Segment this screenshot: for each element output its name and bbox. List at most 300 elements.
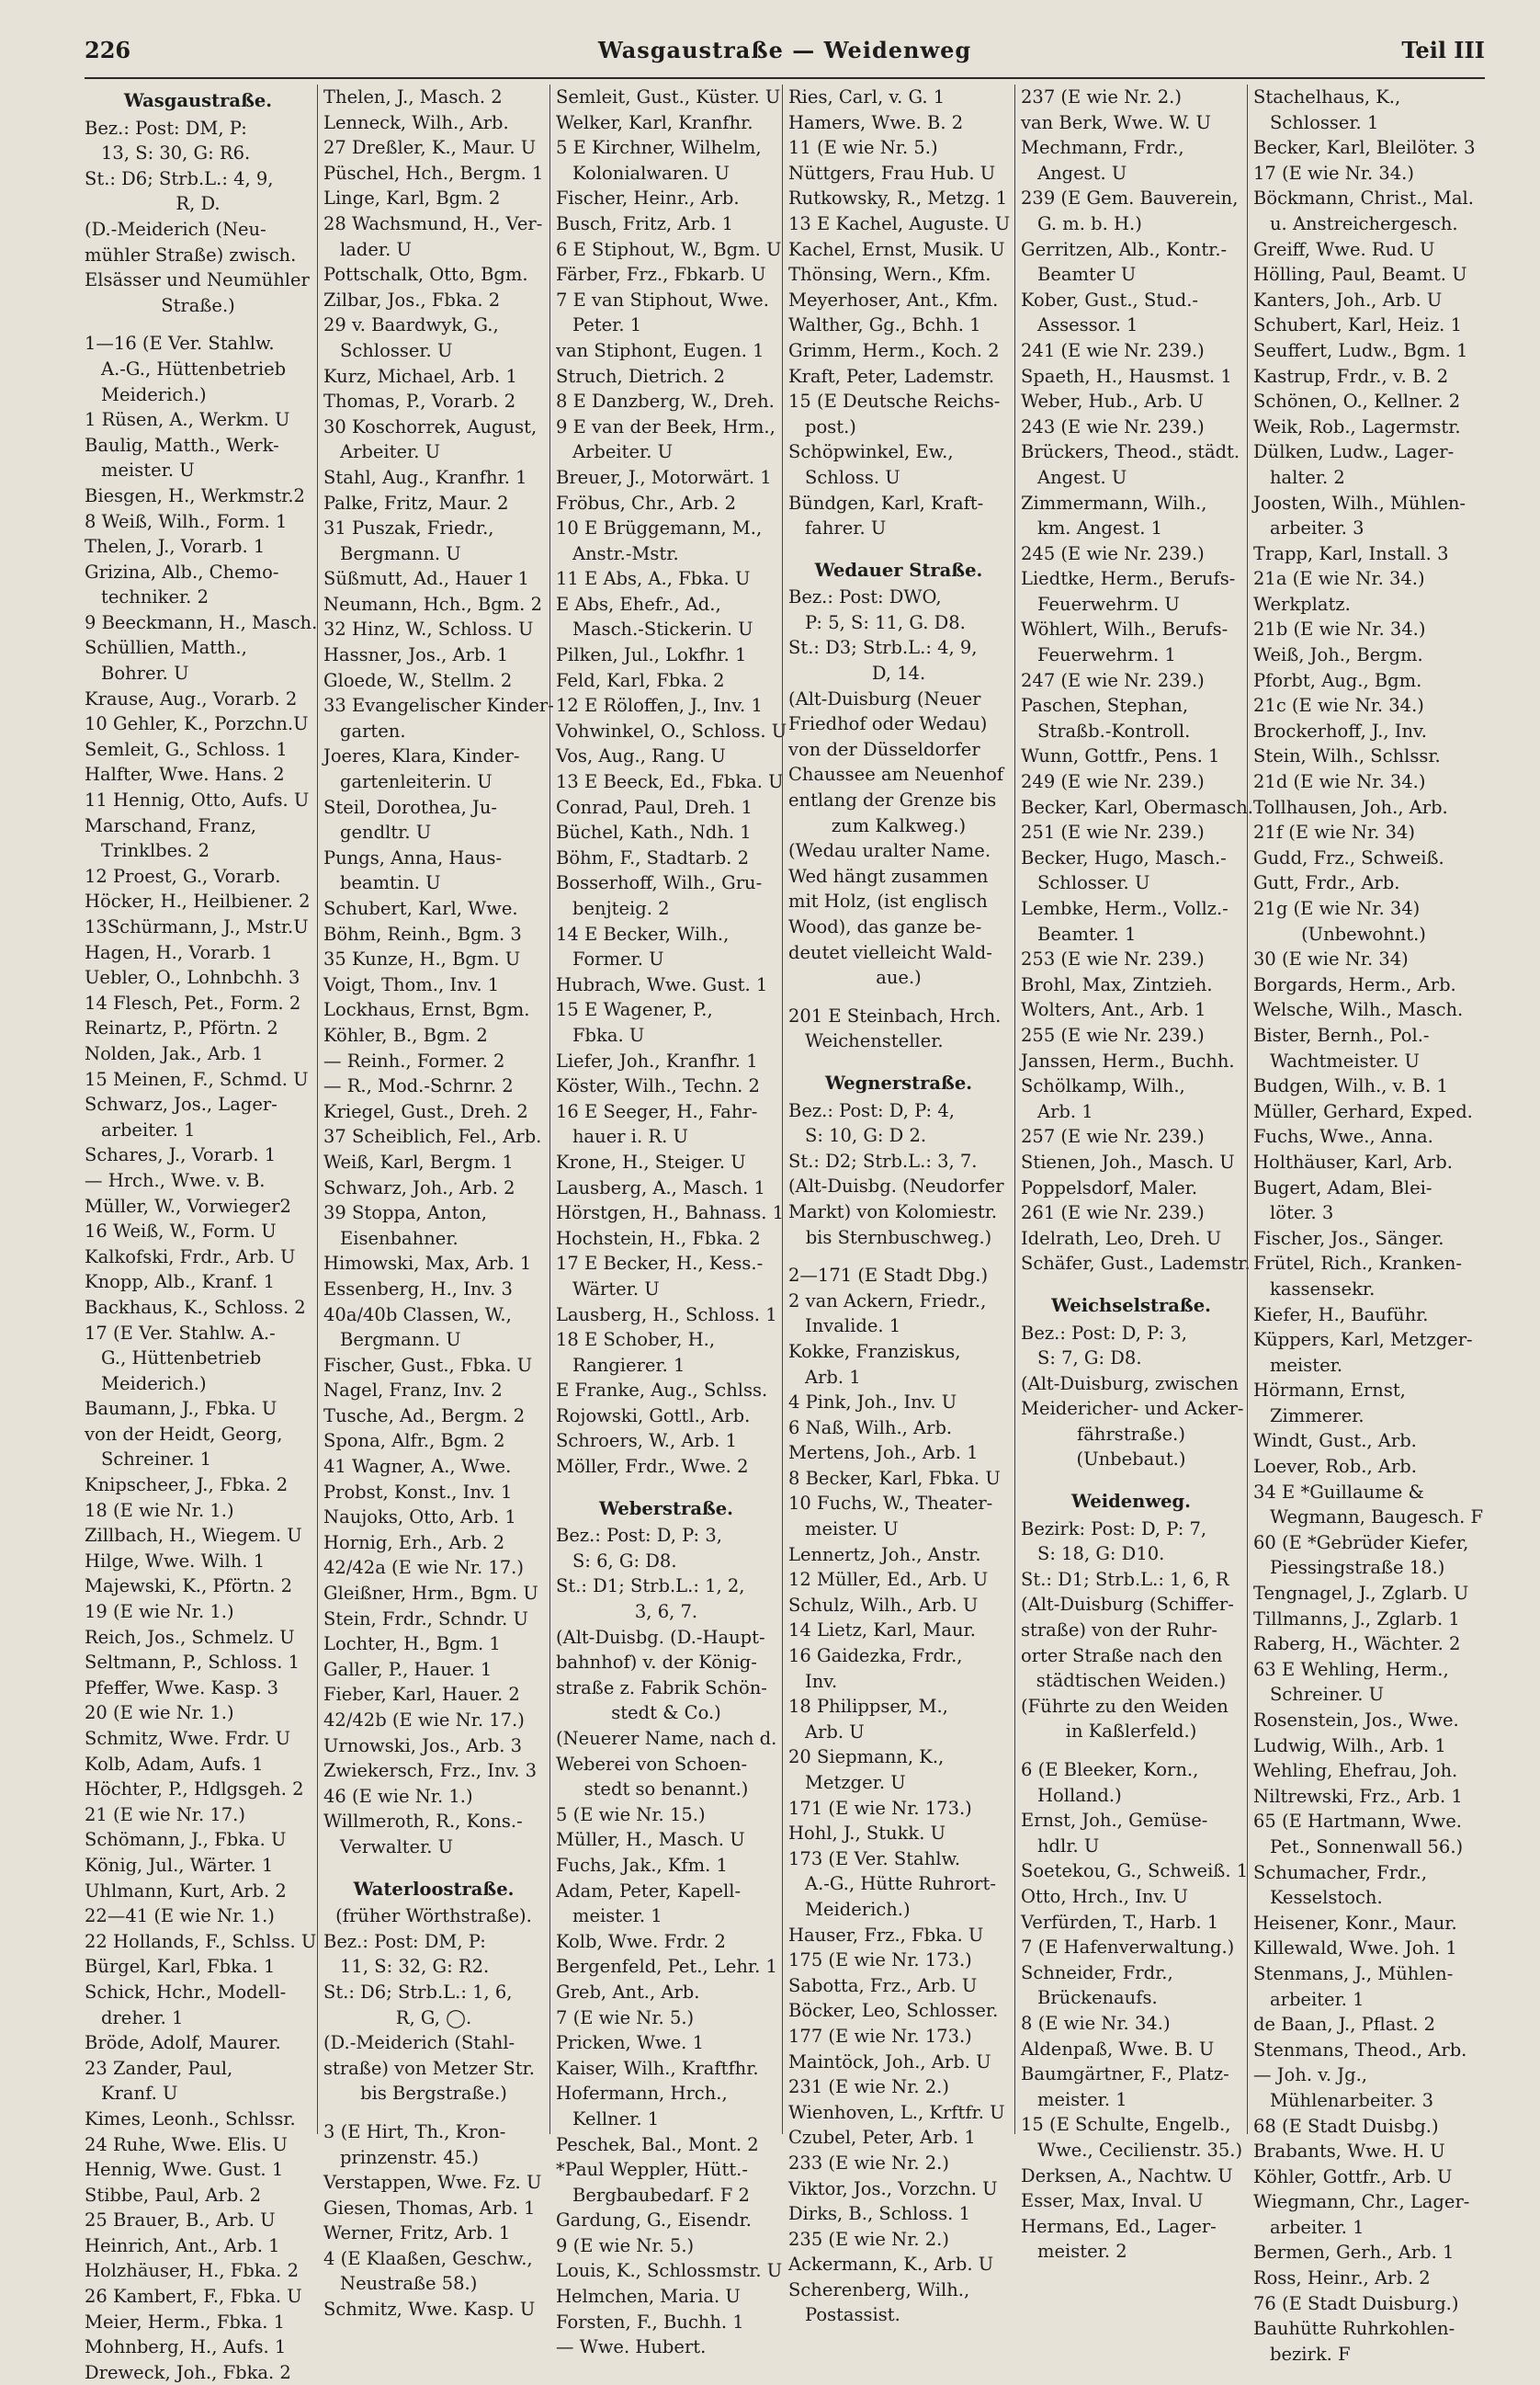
- directory-entry: benjteig. 2: [572, 898, 670, 919]
- directory-entry: Hennig, Wwe. Gust. 1: [85, 2159, 284, 2181]
- directory-entry: Schreiner. U: [1270, 1684, 1385, 1706]
- directory-entry: Schubert, Karl, Heiz. 1: [1253, 314, 1462, 336]
- centered-note: 3, 6, 7.: [634, 1601, 698, 1623]
- directory-entry: von der Heidt, Georg,: [85, 1423, 283, 1445]
- directory-entry: Brohl, Max, Zintzieh.: [1021, 973, 1213, 995]
- directory-entry: (Neuerer Name, nach d.: [556, 1728, 777, 1749]
- directory-entry: St.: D1; Strb.L.: 1, 2,: [556, 1575, 745, 1597]
- directory-entry: Spona, Alfr., Bgm. 2: [323, 1430, 505, 1452]
- directory-entry: Gudd, Frz., Schweiß.: [1253, 846, 1444, 869]
- directory-entry: 1 Rüsen, A., Werkm. U: [85, 409, 290, 431]
- directory-entry: Bez.: Post: D, P: 3,: [556, 1525, 722, 1547]
- directory-entry: Frütel, Rich., Kranken-: [1253, 1253, 1462, 1275]
- directory-entry: 175 (E wie Nr. 173.): [788, 1949, 972, 1971]
- directory-entry: 239 (E Gem. Bauverein,: [1021, 187, 1239, 210]
- running-title: Wasgaustraße — Weidenweg: [597, 37, 972, 63]
- directory-entry: Küppers, Karl, Metzger-: [1253, 1329, 1473, 1351]
- directory-entry: Süßmutt, Ad., Hauer 1: [323, 568, 529, 590]
- directory-entry: A.-G., Hüttenbetrieb: [101, 358, 287, 380]
- directory-entry: 17 (E wie Nr. 34.): [1253, 162, 1414, 184]
- directory-entry: Pricken, Wwe. 1: [556, 2032, 704, 2054]
- directory-entry: Stachelhaus, K.,: [1253, 86, 1401, 108]
- directory-entry: St.: D2; Strb.L.: 3, 7.: [788, 1150, 978, 1172]
- directory-entry: Niltrewski, Frz., Arb. 1: [1253, 1785, 1463, 1807]
- directory-entry: St.: D6; Strb.L.: 1, 6,: [323, 1981, 513, 2003]
- directory-entry: Schlosser. U: [1037, 872, 1150, 894]
- directory-entry: Schmitz, Wwe. Kasp. U: [323, 2299, 536, 2321]
- directory-entry: Arb. U: [805, 1721, 865, 1743]
- directory-entry: Müller, Gerhard, Exped.: [1253, 1100, 1473, 1122]
- directory-entry: Joosten, Wilh., Mühlen-: [1253, 492, 1466, 514]
- directory-entry: Becker, Karl, Obermasch.: [1021, 796, 1254, 818]
- directory-entry: Hagen, H., Vorarb. 1: [85, 941, 273, 963]
- directory-entry: 31 Puszak, Friedr.,: [323, 517, 494, 539]
- directory-entry: Wed hängt zusammen: [788, 865, 989, 887]
- directory-entry: Walther, Gg., Bchh. 1: [788, 314, 981, 336]
- directory-entry: Müller, H., Masch. U: [556, 1829, 745, 1851]
- directory-entry: Assessor. 1: [1037, 314, 1138, 336]
- spacer: [1021, 1744, 1241, 1757]
- directory-entry: Bürgel, Karl, Fbka. 1: [85, 1956, 276, 1978]
- directory-entry: de Baan, J., Pflast. 2: [1253, 2014, 1436, 2036]
- directory-entry: Hubrach, Wwe. Gust. 1: [556, 973, 768, 995]
- directory-entry: 20 Siepmann, K.,: [788, 1746, 945, 1768]
- directory-entry: Ludwig, Wilh., Arb. 1: [1253, 1734, 1446, 1756]
- directory-entry: Kanters, Joh., Arb. U: [1253, 289, 1443, 311]
- centered-note: D, 14.: [871, 663, 926, 685]
- directory-entry: 23 Zander, Paul,: [85, 2057, 233, 2079]
- directory-entry: Kokke, Franziskus,: [788, 1340, 961, 1362]
- centered-note: städtischen Weiden.): [1036, 1670, 1227, 1692]
- directory-entry: prinzenstr. 45.): [340, 2146, 480, 2168]
- directory-entry: Hörmann, Ernst,: [1253, 1380, 1406, 1402]
- directory-entry: 34 E *Guillaume &: [1253, 1481, 1424, 1503]
- directory-entry: Kober, Gust., Stud.-: [1021, 289, 1198, 311]
- directory-entry: Conrad, Paul, Dreh. 1: [556, 796, 753, 818]
- directory-entry: Adam, Peter, Kapell-: [556, 1880, 742, 1902]
- directory-entry: 7 E van Stiphout, Wwe.: [556, 289, 769, 311]
- column-3: [549, 85, 787, 2358]
- directory-entry: Bezirk: Post: D, P: 7,: [1021, 1517, 1207, 1539]
- directory-entry: 22 Hollands, F., Schlss. U: [85, 1930, 317, 1952]
- directory-entry: Werkplatz.: [1253, 593, 1351, 615]
- directory-entry: 15 (E Deutsche Reichs-: [788, 391, 1001, 413]
- part-label: Teil III: [1401, 37, 1485, 63]
- directory-entry: 243 (E wie Nr. 239.): [1021, 415, 1205, 437]
- directory-entry: Pungs, Anna, Haus-: [323, 846, 503, 869]
- directory-entry: 16 Gaidezka, Frdr.,: [788, 1645, 963, 1667]
- directory-entry: 173 (E Ver. Stahlw.: [788, 1847, 961, 1869]
- directory-entry: St.: D1; Strb.L.: 1, 6, R: [1021, 1568, 1229, 1590]
- directory-entry: Lenneck, Wilh., Arb.: [323, 111, 509, 133]
- directory-entry: Pottschalk, Otto, Bgm.: [323, 264, 528, 286]
- directory-entry: 8 (E wie Nr. 34.): [1021, 2012, 1171, 2034]
- directory-entry: Kolb, Wwe. Frdr. 2: [556, 1930, 726, 1952]
- directory-entry: 25 Brauer, B., Arb. U: [85, 2209, 276, 2232]
- directory-entry: E Abs, Ehefr., Ad.,: [556, 593, 721, 615]
- directory-entry: Fbka. U: [572, 1024, 645, 1046]
- directory-entry: Böcker, Leo, Schlosser.: [788, 2000, 999, 2022]
- directory-entry: Zilbar, Jos., Fbka. 2: [323, 289, 501, 311]
- directory-entry: 1—16 (E Ver. Stahlw.: [85, 333, 275, 355]
- directory-entry: Palke, Fritz, Maur. 2: [323, 492, 509, 514]
- directory-entry: Kraft, Peter, Lademstr.: [788, 365, 995, 387]
- directory-entry: Dreweck, Joh., Fbka. 2: [85, 2361, 291, 2383]
- directory-entry: Neumann, Hch., Bgm. 2: [323, 593, 542, 615]
- directory-entry: 13Schürmann, J., Mstr.U: [85, 916, 309, 937]
- directory-entry: Fieber, Karl, Hauer. 2: [323, 1684, 520, 1706]
- directory-entry: Lembke, Herm., Vollz.-: [1021, 898, 1229, 919]
- directory-entry: Bergmann. U: [340, 542, 461, 564]
- directory-entry: — Wwe. Hubert.: [556, 2336, 707, 2358]
- directory-entry: P: 5, S: 11, G. D8.: [805, 611, 966, 633]
- directory-entry: Nüttgers, Frau Hub. U: [788, 162, 996, 184]
- directory-entry: 13 E Kachel, Auguste. U: [788, 212, 1011, 234]
- centered-note: fährstraße.): [1077, 1423, 1185, 1445]
- directory-entry: Schumacher, Frdr.,: [1253, 1861, 1428, 1883]
- column-6: [1247, 85, 1484, 2365]
- directory-entry: Steil, Dorothea, Ju-: [323, 796, 497, 818]
- directory-entry: Esser, Max, Inval. U: [1021, 2190, 1204, 2212]
- directory-entry: meister. U: [805, 1518, 899, 1540]
- directory-entry: Essenberg, H., Inv. 3: [323, 1278, 513, 1300]
- directory-entry: Mohnberg, H., Aufs. 1: [85, 2336, 287, 2358]
- directory-entry: St.: D3; Strb.L.: 4, 9,: [788, 637, 978, 659]
- directory-entry: Baumann, J., Fbka. U: [85, 1398, 277, 1420]
- directory-entry: bezirk. F: [1270, 2343, 1351, 2365]
- directory-entry: Schmitz, Wwe. Frdr. U: [85, 1728, 291, 1749]
- directory-entry: 21f (E wie Nr. 34): [1253, 822, 1415, 844]
- directory-entry: Kurz, Michael, Arb. 1: [323, 365, 517, 387]
- directory-entry: 10 E Brüggemann, M.,: [556, 517, 763, 539]
- directory-entry: 6 Naß, Wilh., Arb.: [788, 1416, 953, 1438]
- directory-entry: halter. 2: [1270, 466, 1345, 488]
- directory-entry: 11 Hennig, Otto, Aufs. U: [85, 789, 310, 812]
- directory-entry: 5 (E wie Nr. 15.): [556, 1803, 706, 1825]
- directory-entry: Hochstein, H., Fbka. 2: [556, 1227, 761, 1249]
- directory-entry: Weber, Hub., Arb. U: [1021, 391, 1204, 413]
- directory-entry: (Alt-Duisburg (Neuer: [788, 687, 981, 710]
- directory-entry: Wwe., Cecilienstr. 35.): [1037, 2139, 1243, 2161]
- directory-entry: Hornig, Erh., Arb. 2: [323, 1531, 505, 1553]
- directory-entry: Schöpwinkel, Ew.,: [788, 441, 954, 463]
- directory-entry: arbeiter. 1: [1270, 2216, 1364, 2238]
- directory-entry: Arb. 1: [1037, 1100, 1093, 1122]
- directory-entry: Elsässer und Neumühler: [85, 269, 310, 291]
- directory-entry: Wiegmann, Chr., Lager-: [1253, 2191, 1470, 2213]
- directory-entry: Meyerhoser, Ant., Kfm.: [788, 289, 999, 311]
- directory-entry: 46 (E wie Nr. 1.): [323, 1785, 473, 1807]
- directory-entry: 9 E van der Beek, Hrm.,: [556, 415, 776, 437]
- directory-entry: Bez.: Post: D, P: 4,: [788, 1099, 955, 1121]
- directory-entry: Anstr.-Mstr.: [572, 542, 679, 564]
- directory-entry: 15 E Wagener, P.,: [556, 999, 713, 1021]
- directory-entry: 6 (E Bleeker, Korn.,: [1021, 1759, 1199, 1780]
- directory-entry: Bündgen, Karl, Kraft-: [788, 492, 984, 514]
- directory-entry: Schlosser. U: [340, 339, 453, 361]
- directory-entry: Ackermann, K., Arb. U: [788, 2254, 994, 2276]
- directory-entry: Mechmann, Frdr.,: [1021, 137, 1184, 159]
- directory-entry: Maintöck, Joh., Arb. U: [788, 2050, 991, 2073]
- directory-entry: Beamter U: [1037, 264, 1137, 286]
- directory-entry: (Wedau uralter Name.: [788, 840, 991, 862]
- directory-entry: Bez.: Post: DM, P:: [85, 117, 247, 139]
- directory-entry: 30 (E wie Nr. 34): [1253, 948, 1409, 971]
- directory-entry: Krause, Aug., Vorarb. 2: [85, 687, 298, 710]
- directory-entry: Gloede, W., Stellm. 2: [323, 669, 513, 691]
- directory-entry: Kolb, Adam, Aufs. 1: [85, 1753, 264, 1775]
- directory-entry: Invalide. 1: [805, 1315, 901, 1337]
- street-heading: Weidenweg.: [1071, 1491, 1191, 1513]
- directory-entry: Voigt, Thom., Inv. 1: [323, 973, 500, 995]
- directory-entry: Kellner. 1: [572, 2107, 660, 2129]
- directory-entry: Uhlmann, Kurt, Arb. 2: [85, 1880, 287, 1902]
- directory-entry: Kachel, Ernst, Musik. U: [788, 238, 1005, 260]
- directory-entry: orter Straße nach den: [1021, 1644, 1223, 1666]
- directory-entry: van Berk, Wwe. W. U: [1021, 111, 1211, 133]
- spacer: [323, 1860, 544, 1873]
- directory-entry: S: 6, G: D8.: [572, 1550, 677, 1572]
- column-5: [1014, 85, 1254, 2263]
- directory-entry: Köhler, Gottfr., Arb. U: [1253, 2165, 1453, 2187]
- directory-entry: Lennertz, Joh., Anstr.: [788, 1543, 981, 1565]
- directory-entry: Struch, Dietrich. 2: [556, 365, 726, 387]
- directory-entry: Himowski, Max, Arb. 1: [323, 1253, 532, 1275]
- directory-entry: Schick, Hchr., Modell-: [85, 1981, 287, 2003]
- directory-entry: Friedhof oder Wedau): [788, 713, 988, 735]
- directory-entry: Rosenstein, Jos., Wwe.: [1253, 1709, 1459, 1731]
- spacer: [556, 1480, 776, 1493]
- directory-entry: Zwiekersch, Frz., Inv. 3: [323, 1760, 538, 1782]
- directory-entry: Biesgen, H., Werkmstr.2: [85, 484, 305, 506]
- directory-entry: meister.: [1270, 1354, 1343, 1376]
- directory-entry: (Alt-Duisbg. (D.-Haupt-: [556, 1626, 765, 1648]
- directory-entry: Otto, Hrch., Inv. U: [1021, 1885, 1188, 1907]
- directory-entry: Straßb.-Kontroll.: [1037, 720, 1191, 742]
- directory-entry: Stibbe, Paul, Arb. 2: [85, 2184, 262, 2206]
- directory-entry: Gardung, G., Eisendr.: [556, 2209, 752, 2232]
- directory-entry: Louis, K., Schlossmstr. U: [556, 2260, 783, 2282]
- directory-entry: Bez.: Post: DWO,: [788, 586, 942, 608]
- directory-entry: Hohl, J., Stukk. U: [788, 1823, 946, 1845]
- directory-entry: Bergmann. U: [340, 1329, 461, 1351]
- directory-entry: Schneider, Frdr.,: [1021, 1961, 1173, 1983]
- directory-entry: Schulz, Wilh., Arb. U: [788, 1594, 979, 1616]
- directory-entry: Schäfer, Gust., Lademstr.: [1021, 1253, 1251, 1275]
- directory-entry: Pforbt, Aug., Bgm.: [1253, 669, 1422, 691]
- directory-entry: 12 E Röloffen, J., Inv. 1: [556, 695, 763, 717]
- directory-entry: (Alt-Duisbg. (Neudorfer: [788, 1175, 1004, 1198]
- directory-entry: Wehling, Ehefrau, Joh.: [1253, 1760, 1458, 1782]
- directory-entry: Schwarz, Jos., Lager-: [85, 1094, 277, 1116]
- directory-entry: (Alt-Duisburg, zwischen: [1021, 1372, 1239, 1394]
- directory-entry: Markt) von Kolomiestr.: [788, 1200, 998, 1222]
- directory-entry: Probst, Konst., Inv. 1: [323, 1481, 513, 1503]
- directory-entry: Brückers, Theod., städt.: [1021, 441, 1240, 463]
- directory-entry: Greiff, Wwe. Rud. U: [1253, 238, 1435, 260]
- directory-entry: 21d (E wie Nr. 34.): [1253, 771, 1426, 793]
- directory-entry: 21g (E wie Nr. 34): [1253, 898, 1421, 919]
- street-heading: Wedauer Straße.: [814, 559, 983, 581]
- directory-entry: Becker, Karl, Bleilöter. 3: [1253, 137, 1476, 159]
- directory-entry: Tusche, Ad., Bergm. 2: [323, 1404, 526, 1426]
- directory-entry: Pilken, Jul., Lokfhr. 1: [556, 644, 747, 666]
- directory-entry: Ries, Carl, v. G. 1: [788, 86, 946, 108]
- directory-entry: 17 E Becker, H., Kess.-: [556, 1253, 764, 1275]
- directory-entry: mit Holz, (ist englisch: [788, 891, 988, 913]
- directory-entry: 32 Hinz, W., Schloss. U: [323, 619, 534, 641]
- directory-entry: Bosserhoff, Wilh., Gru-: [556, 872, 763, 894]
- directory-entry: 257 (E wie Nr. 239.): [1021, 1126, 1205, 1148]
- directory-entry: Metzger. U: [805, 1772, 906, 1793]
- directory-entry: Weiß, Karl, Bergm. 1: [323, 1151, 514, 1173]
- directory-entry: Joeres, Klara, Kinder-: [323, 745, 520, 767]
- directory-entry: Semleit, G., Schloss. 1: [85, 738, 288, 760]
- directory-entry: 249 (E wie Nr. 239.): [1021, 771, 1205, 793]
- centered-note: aue.): [876, 967, 922, 989]
- directory-entry: 4 (E Klaaßen, Geschw.,: [323, 2247, 533, 2269]
- centered-note: stedt so benannt.): [583, 1778, 749, 1800]
- directory-entry: Ross, Heinr., Arb. 2: [1253, 2267, 1431, 2289]
- directory-entry: Wärter. U: [572, 1278, 660, 1300]
- directory-entry: Stienen, Joh., Masch. U: [1021, 1151, 1235, 1173]
- directory-entry: Holthäuser, Karl, Arb.: [1253, 1151, 1453, 1173]
- directory-entry: 21a (E wie Nr. 34.): [1253, 568, 1425, 590]
- directory-entry: 39 Stoppa, Anton,: [323, 1202, 487, 1224]
- directory-entry: 21 (E wie Nr. 17.): [85, 1803, 245, 1825]
- directory-entry: Verfürden, T., Harb. 1: [1021, 1911, 1219, 1933]
- directory-entry: Angest. U: [1037, 466, 1127, 488]
- directory-entry: Hermans, Ed., Lager-: [1021, 2215, 1217, 2237]
- directory-entry: Former. U: [572, 948, 664, 971]
- directory-entry: gartenleiterin. U: [340, 771, 493, 793]
- directory-entry: Schubert, Karl, Wwe.: [323, 898, 518, 919]
- directory-entry: entlang der Grenze bis: [788, 789, 997, 812]
- directory-entry: Busch, Fritz, Arb. 1: [556, 212, 734, 234]
- directory-entry: 60 (E *Gebrüder Kiefer,: [1253, 1531, 1469, 1553]
- directory-entry: Spaeth, H., Hausmst. 1: [1021, 365, 1232, 387]
- directory-entry: 10 Gehler, K., Porzchn.U: [85, 713, 309, 735]
- directory-entry: Hassner, Jos., Arb. 1: [323, 644, 509, 666]
- directory-entry: Baumgärtner, F., Platz-: [1021, 2063, 1229, 2085]
- directory-entry: A.-G., Hütte Ruhrort-: [805, 1873, 996, 1895]
- directory-entry: Kaiser, Wilh., Kraftfhr.: [556, 2057, 759, 2079]
- directory-entry: Loever, Rob., Arb.: [1253, 1456, 1417, 1478]
- directory-entry: 14 Flesch, Pet., Form. 2: [85, 992, 301, 1014]
- directory-entry: Inv.: [805, 1670, 838, 1692]
- directory-entry: Chaussee am Neuenhof: [788, 764, 1004, 786]
- directory-entry: Bröde, Adolf, Maurer.: [85, 2032, 281, 2054]
- directory-entry: Piessingstraße 18.): [1270, 1557, 1445, 1579]
- directory-entry: Wolters, Ant., Arb. 1: [1021, 999, 1206, 1021]
- directory-entry: 65 (E Hartmann, Wwe.: [1253, 1811, 1462, 1833]
- directory-entry: Schares, J., Vorarb. 1: [85, 1144, 277, 1166]
- directory-entry: Thelen, J., Vorarb. 1: [85, 536, 266, 558]
- directory-entry: Köster, Wilh., Techn. 2: [556, 1075, 760, 1097]
- directory-entry: Meiderich.): [101, 383, 207, 405]
- directory-entry: 11, S: 32, G: R2.: [340, 1956, 490, 1978]
- directory-entry: 29 v. Baardwyk, G.,: [323, 314, 499, 336]
- centered-note: bis Sternbuschweg.): [805, 1226, 992, 1248]
- directory-entry: Eisenbahner.: [340, 1227, 459, 1249]
- street-heading: Weberstraße.: [599, 1497, 733, 1519]
- directory-entry: Seuffert, Ludw., Bgm. 1: [1253, 339, 1468, 361]
- directory-entry: Breuer, J., Motorwärt. 1: [556, 466, 772, 488]
- directory-entry: Böhm, Reinh., Bgm. 3: [323, 923, 522, 945]
- directory-entry: 2 van Ackern, Friedr.,: [788, 1289, 987, 1312]
- directory-entry: — Hrch., Wwe. v. B.: [85, 1169, 266, 1191]
- directory-entry: Mertens, Joh., Arb. 1: [788, 1442, 979, 1464]
- directory-entry: 7 (E Hafenverwaltung.): [1021, 1936, 1235, 1959]
- directory-entry: Weiß, Joh., Bergm.: [1253, 644, 1423, 666]
- directory-entry: Trinklbes. 2: [101, 840, 210, 862]
- directory-entry: Tillmanns, J., Zglarb. 1: [1253, 1607, 1460, 1630]
- centered-note: stedt & Co.): [611, 1702, 721, 1724]
- directory-entry: Schölkamp, Wilh.,: [1021, 1075, 1185, 1097]
- directory-entry: Arb. 1: [805, 1366, 861, 1388]
- directory-entry: Feuerwehrm. U: [1037, 593, 1180, 615]
- directory-entry: Bez.: Post: D, P: 3,: [1021, 1322, 1187, 1344]
- directory-entry: Knipscheer, J., Fbka. 2: [85, 1474, 289, 1496]
- directory-entry: S: 10, G: D 2.: [805, 1125, 927, 1147]
- directory-entry: Bermen, Gerh., Arb. 1: [1253, 2242, 1455, 2264]
- directory-entry: Viktor, Jos., Vorzchn. U: [788, 2177, 998, 2199]
- directory-entry: beamtin. U: [340, 872, 441, 894]
- directory-entry: Scherenberg, Wilh.,: [788, 2278, 970, 2300]
- directory-entry: Brockerhoff, J., Inv.: [1253, 720, 1427, 742]
- directory-entry: 17 (E Ver. Stahlw. A.-: [85, 1322, 276, 1344]
- column-2: [317, 85, 554, 2321]
- directory-entry: (D.-Meiderich (Stahl-: [323, 2032, 515, 2054]
- directory-entry: 21b (E wie Nr. 34.): [1253, 619, 1426, 641]
- directory-entry: Färber, Frz., Fbkarb. U: [556, 264, 766, 286]
- directory-entry: Knopp, Alb., Kranf. 1: [85, 1271, 276, 1293]
- directory-entry: Backhaus, K., Schloss. 2: [85, 1296, 306, 1318]
- directory-entry: Weichensteller.: [805, 1030, 944, 1052]
- directory-entry: Bugert, Adam, Blei-: [1253, 1176, 1432, 1198]
- directory-entry: Kiefer, H., Bauführ.: [1253, 1303, 1429, 1325]
- spacer: [85, 318, 311, 331]
- directory-entry: 261 (E wie Nr. 239.): [1021, 1202, 1205, 1224]
- directory-entry: deutet vielleicht Wald-: [788, 941, 992, 963]
- directory-entry: Dirks, B., Schloss. 1: [788, 2203, 970, 2225]
- directory-entry: Fröbus, Chr., Arb. 2: [556, 492, 736, 514]
- directory-entry: Liefer, Joh., Kranfhr. 1: [556, 1050, 758, 1072]
- directory-entry: straße) von der Ruhr-: [1021, 1619, 1217, 1641]
- directory-entry: Zillbach, H., Wiegem. U: [85, 1525, 302, 1547]
- directory-entry: Reinartz, P., Pförtn. 2: [85, 1017, 278, 1039]
- directory-entry: Werner, Fritz, Arb. 1: [323, 2222, 511, 2244]
- directory-entry: Hölling, Paul, Beamt. U: [1253, 264, 1467, 286]
- directory-entry: Linge, Karl, Bgm. 2: [323, 187, 501, 210]
- directory-entry: Feld, Karl, Fbka. 2: [556, 669, 725, 691]
- street-heading: Waterloostraße.: [353, 1878, 515, 1900]
- directory-entry: 26 Kambert, F., Fbka. U: [85, 2286, 302, 2308]
- directory-entry: Lausberg, H., Schloss. 1: [556, 1303, 777, 1325]
- directory-entry: Trapp, Karl, Install. 3: [1253, 542, 1449, 564]
- directory-entry: garten.: [340, 720, 406, 742]
- directory-entry: meister. 1: [1037, 2088, 1127, 2110]
- directory-entry: Hauser, Frz., Fbka. U: [788, 1924, 984, 1946]
- directory-entry: Majewski, K., Pförtn. 2: [85, 1575, 293, 1597]
- directory-entry: u. Anstreichergesch.: [1270, 212, 1458, 234]
- directory-entry: 12 Müller, Ed., Arb. U: [788, 1569, 989, 1591]
- directory-entry: Thomas, P., Vorarb. 2: [323, 391, 516, 413]
- directory-entry: Bauhütte Ruhrkohlen-: [1253, 2318, 1455, 2340]
- directory-entry: E Franke, Aug., Schlss.: [556, 1380, 768, 1402]
- directory-entry: *Paul Weppler, Hütt.-: [556, 2159, 748, 2181]
- directory-entry: 28 Wachsmund, H., Ver-: [323, 212, 543, 234]
